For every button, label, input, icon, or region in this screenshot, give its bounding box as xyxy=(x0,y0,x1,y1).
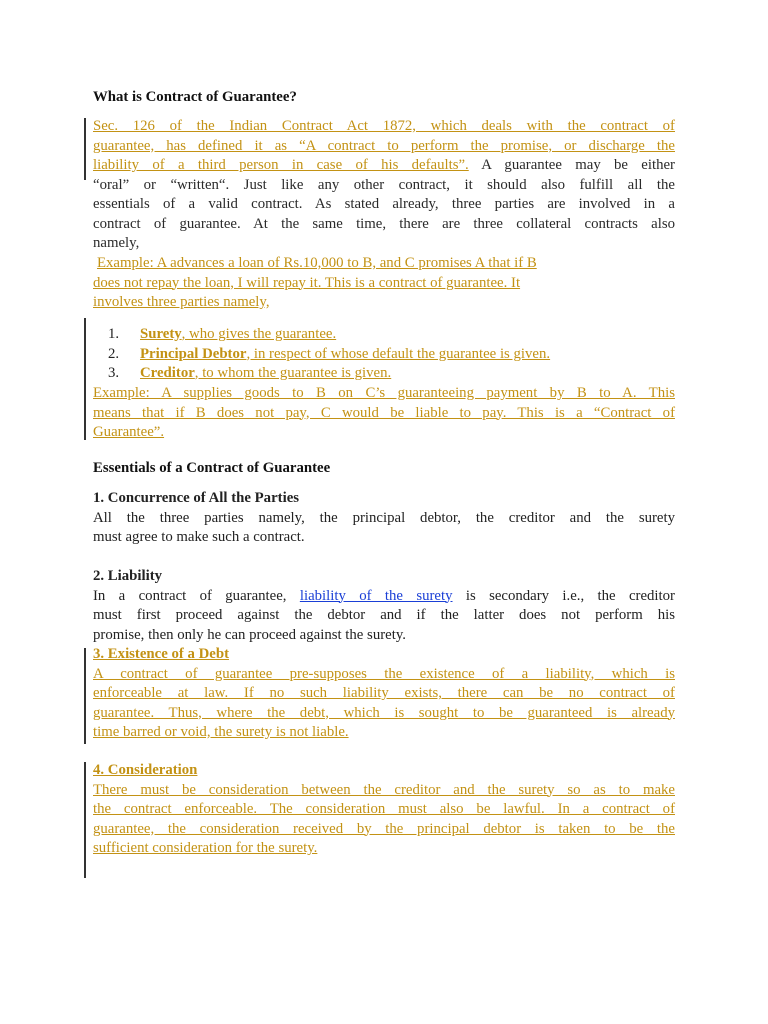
section-line: time barred or void, the surety is not liable. xyxy=(93,724,349,740)
example-paragraph xyxy=(93,254,675,313)
intro-mixed-line xyxy=(93,156,675,176)
parties-list xyxy=(108,325,668,384)
liability-text: In a contract of guarantee, xyxy=(93,587,300,604)
example2-paragraph xyxy=(93,384,675,443)
section-line xyxy=(93,587,675,607)
intro-dark-line: “oral” or “written“. Just like any other contract, it should also fulfill all the xyxy=(93,176,675,193)
section-line: guarantee, the consideration received by the principal debtor is taken to be the xyxy=(93,820,675,837)
list-number: 3. xyxy=(108,365,120,381)
section-heading: 2. Liability xyxy=(93,568,163,584)
example2-line: means that if B does not pay, C would be liable to pay. This is a “Contract of xyxy=(93,404,675,421)
party-desc: , who gives the guarantee. xyxy=(181,326,337,342)
intro-dark-line: essentials of a valid contract. As stated already, three parties are involved in a xyxy=(93,196,675,212)
intro-dark-line: namely, xyxy=(93,235,140,251)
example2-line: Guarantee”. xyxy=(93,424,165,440)
intro-dark-line: contract of guarantee. At the same time, there are three collateral contracts also xyxy=(93,215,675,232)
liability-text: is secondary i.e., the creditor xyxy=(452,587,675,604)
party-term: Surety xyxy=(140,326,182,342)
list-number: 1. xyxy=(108,326,120,342)
list-number: 2. xyxy=(108,345,120,362)
section-line: must agree to make such a contract. xyxy=(93,529,305,545)
revision-bar xyxy=(84,118,86,180)
section-line: All the three parties namely, the principal debtor, the creditor and the surety xyxy=(93,509,675,526)
list-item xyxy=(108,325,668,345)
section-line: must first proceed against the debtor and if the latter does not perform his xyxy=(93,607,675,623)
section-line: There must be consideration between the creditor and the surety so as to make xyxy=(93,781,675,798)
example-line: does not repay the loan, I will repay it. This is a contract of guarantee. It xyxy=(93,274,521,291)
section-line: guarantee. Thus, where the debt, which is sought to be guaranteed is already xyxy=(93,704,675,721)
section-heading: 4. Consideration xyxy=(93,762,198,778)
party-desc: , to whom the guarantee is given. xyxy=(194,365,392,381)
intro-paragraph xyxy=(93,117,675,254)
section-consideration xyxy=(93,761,675,859)
party-term: Creditor xyxy=(140,365,195,381)
section-line: the contract enforceable. The consideration must also be lawful. In a contract of xyxy=(93,801,675,817)
intro-gold-line: guarantee, has defined it as “A contract to perform the promise, or discharge the xyxy=(93,137,675,154)
example2-line: Example: A supplies goods to B on C’s guaranteeing payment by B to A. This xyxy=(93,385,675,401)
revision-bar xyxy=(84,318,86,440)
intro-dark-text: A guarantee may be either xyxy=(468,157,675,173)
section-existence-of-debt xyxy=(93,645,675,743)
section-heading: 3. Existence of a Debt xyxy=(93,646,230,662)
list-item xyxy=(108,364,668,384)
party-term: Principal Debtor xyxy=(140,345,247,362)
revision-bar xyxy=(84,762,86,878)
example-line: Example: A advances a loan of Rs.10,000 to B, and C promises A that if B xyxy=(97,255,537,271)
intro-gold-line: Sec. 126 of the Indian Contract Act 1872, which deals with the contract of xyxy=(93,118,675,134)
page-title: What is Contract of Guarantee? xyxy=(93,89,297,105)
party-desc: , in respect of whose default the guarantee is given. xyxy=(246,345,551,362)
list-item xyxy=(108,345,668,365)
revision-bar xyxy=(84,648,86,744)
section-line: A contract of guarantee pre-supposes the existence of a liability, which is xyxy=(93,665,675,682)
section-liability xyxy=(93,567,675,645)
section-concurrence xyxy=(93,489,675,548)
liability-of-surety-link[interactable]: liability of the surety xyxy=(299,587,453,604)
essentials-title: Essentials of a Contract of Guarantee xyxy=(93,460,331,476)
section-line: promise, then only he can proceed against the surety. xyxy=(93,626,406,643)
example-line: involves three parties namely, xyxy=(93,294,270,310)
section-line: enforceable at law. If no such liability exists, there can be no contract of xyxy=(93,685,675,701)
intro-gold-line: liability of a third person in case of his defaults”. xyxy=(93,157,469,173)
section-heading: 1. Concurrence of All the Parties xyxy=(93,490,300,506)
section-line: sufficient consideration for the surety. xyxy=(93,840,318,856)
